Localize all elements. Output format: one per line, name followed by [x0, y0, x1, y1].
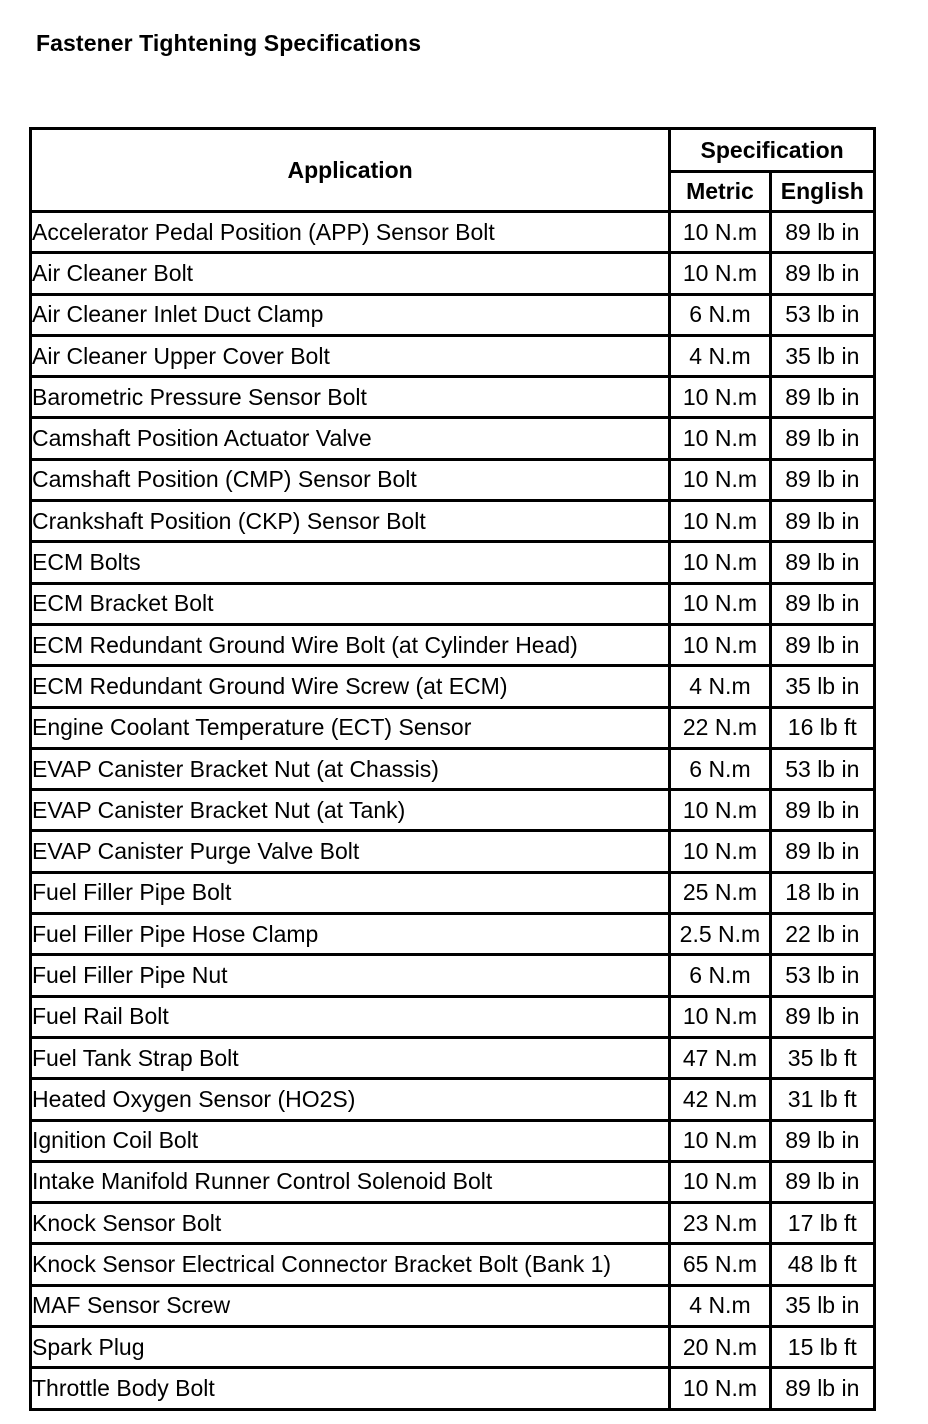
table-row: [32, 1080, 873, 1121]
application-cell: Air Cleaner Upper Cover Bolt: [32, 337, 671, 378]
metric-cell: 23 N.m: [671, 1204, 771, 1245]
english-cell: 89 lb in: [785, 1374, 860, 1401]
metric-cell: 6 N.m: [671, 956, 771, 997]
english-cell: 89 lb in: [772, 1163, 873, 1204]
table-body: [32, 213, 873, 1408]
english-cell: 89 lb in: [772, 502, 873, 543]
table-row: [32, 543, 873, 584]
application-cell: Air Cleaner Bolt: [32, 254, 671, 295]
metric-cell: 10 N.m: [671, 1163, 771, 1204]
application-cell: Crankshaft Position (CKP) Sensor Bolt: [32, 502, 671, 543]
metric-cell: 10 N.m: [671, 791, 771, 832]
application-cell: MAF Sensor Screw: [32, 1287, 671, 1328]
english-cell: 35 lb ft: [772, 1039, 873, 1080]
english-cell: 89 lb in: [772, 585, 873, 626]
metric-cell: 10 N.m: [671, 626, 771, 667]
application-cell: Fuel Filler Pipe Nut: [32, 956, 671, 997]
english-cell: 53 lb in: [772, 956, 873, 997]
english-cell: 35 lb in: [772, 667, 873, 708]
english-cell: 15 lb ft: [772, 1328, 873, 1369]
english-cell: 89 lb in: [772, 1122, 873, 1163]
application-cell: Ignition Coil Bolt: [32, 1122, 671, 1163]
metric-cell: 10 N.m: [671, 543, 771, 584]
fastener-spec-table: [29, 127, 876, 1411]
metric-cell: 2.5 N.m: [671, 915, 771, 956]
application-cell: Heated Oxygen Sensor (HO2S): [32, 1080, 671, 1121]
application-cell: Throttle Body Bolt: [32, 1369, 671, 1407]
metric-cell: 10 N.m: [671, 585, 771, 626]
application-cell: Knock Sensor Bolt: [32, 1204, 671, 1245]
table-row: [32, 419, 873, 460]
metric-cell: 65 N.m: [671, 1245, 771, 1286]
metric-cell: 10 N.m: [671, 1369, 771, 1407]
application-cell: Intake Manifold Runner Control Solenoid Bolt: [32, 1163, 671, 1204]
table-row: [32, 585, 873, 626]
table-row: [32, 1328, 873, 1369]
table-row: [32, 998, 873, 1039]
english-cell: 53 lb in: [772, 750, 873, 791]
application-cell: Camshaft Position Actuator Valve: [32, 419, 671, 460]
application-cell: EVAP Canister Purge Valve Bolt: [32, 832, 671, 873]
table-row: [32, 750, 873, 791]
table-row: [32, 915, 873, 956]
table-row: [32, 1163, 873, 1204]
metric-cell: 10 N.m: [671, 502, 771, 543]
application-cell: ECM Bolts: [32, 543, 671, 584]
metric-cell: 10 N.m: [671, 998, 771, 1039]
table-row: [32, 1369, 873, 1407]
english-cell: 89 lb in: [772, 626, 873, 667]
english-cell: 31 lb ft: [772, 1080, 873, 1121]
english-cell: 16 lb ft: [772, 709, 873, 750]
application-cell: Fuel Rail Bolt: [32, 998, 671, 1039]
metric-cell: 4 N.m: [671, 667, 771, 708]
english-cell: 53 lb in: [772, 296, 873, 337]
metric-cell: 10 N.m: [671, 461, 771, 502]
table-row: [32, 1204, 873, 1245]
english-cell: 89 lb in: [772, 791, 873, 832]
metric-cell: 10 N.m: [671, 213, 771, 254]
english-cell: 89 lb in: [772, 378, 873, 419]
english-cell: 89 lb in: [772, 832, 873, 873]
application-cell: ECM Redundant Ground Wire Screw (at ECM): [32, 667, 671, 708]
english-cell: 17 lb ft: [772, 1204, 873, 1245]
metric-cell: 6 N.m: [671, 296, 771, 337]
metric-header: Metric: [671, 173, 771, 213]
english-cell: 18 lb in: [772, 874, 873, 915]
table-row: [32, 1039, 873, 1080]
metric-cell: 25 N.m: [671, 874, 771, 915]
english-cell: 48 lb ft: [772, 1245, 873, 1286]
application-cell: Fuel Filler Pipe Hose Clamp: [32, 915, 671, 956]
metric-cell: 4 N.m: [671, 337, 771, 378]
english-cell: 89 lb in: [772, 254, 873, 295]
metric-cell: 6 N.m: [671, 750, 771, 791]
table-row: [32, 667, 873, 708]
table-row: [32, 254, 873, 295]
metric-cell: 10 N.m: [671, 832, 771, 873]
application-cell: Accelerator Pedal Position (APP) Sensor Bolt: [32, 213, 671, 254]
table-row: [32, 461, 873, 502]
page-title: Fastener Tightening Specifications: [36, 30, 422, 56]
metric-cell: 10 N.m: [671, 419, 771, 460]
metric-cell: 4 N.m: [671, 1287, 771, 1328]
table-row: [32, 626, 873, 667]
metric-cell: 10 N.m: [671, 1122, 771, 1163]
english-cell: 35 lb in: [772, 1287, 873, 1328]
table-row: [32, 213, 873, 254]
table-row: [32, 1245, 873, 1286]
application-header: Application: [32, 130, 671, 213]
table-row: [32, 337, 873, 378]
english-cell: 35 lb in: [772, 337, 873, 378]
table-row: [32, 1122, 873, 1163]
english-cell: 89 lb in: [772, 461, 873, 502]
application-cell: Barometric Pressure Sensor Bolt: [32, 378, 671, 419]
table-row: [32, 378, 873, 419]
table-row: [32, 502, 873, 543]
metric-cell: 10 N.m: [671, 254, 771, 295]
english-cell: 89 lb in: [772, 998, 873, 1039]
english-header: English: [772, 173, 873, 213]
application-cell: ECM Redundant Ground Wire Bolt (at Cylinder Head): [32, 626, 671, 667]
english-cell: 22 lb in: [772, 915, 873, 956]
application-cell: ECM Bracket Bolt: [32, 585, 671, 626]
metric-cell: 42 N.m: [671, 1080, 771, 1121]
application-cell: Air Cleaner Inlet Duct Clamp: [32, 296, 671, 337]
english-cell: 89 lb in: [772, 543, 873, 584]
metric-cell: 47 N.m: [671, 1039, 771, 1080]
metric-cell: 20 N.m: [671, 1328, 771, 1369]
table-row: [32, 709, 873, 750]
application-cell: Engine Coolant Temperature (ECT) Sensor: [32, 709, 671, 750]
application-cell: EVAP Canister Bracket Nut (at Chassis): [32, 750, 671, 791]
application-cell: Fuel Tank Strap Bolt: [32, 1039, 671, 1080]
header-row-top: [32, 130, 873, 173]
application-cell: Fuel Filler Pipe Bolt: [32, 874, 671, 915]
application-cell: Knock Sensor Electrical Connector Bracket Bolt (Bank 1): [32, 1245, 671, 1286]
specification-header: Specification: [671, 130, 873, 173]
table-row: [32, 956, 873, 997]
metric-cell: 22 N.m: [671, 709, 771, 750]
english-cell: 89 lb in: [772, 419, 873, 460]
table-row: [32, 874, 873, 915]
table-row: [32, 1287, 873, 1328]
application-cell: Spark Plug: [32, 1328, 671, 1369]
application-cell: EVAP Canister Bracket Nut (at Tank): [32, 791, 671, 832]
table-row: [32, 296, 873, 337]
english-cell: 89 lb in: [772, 213, 873, 254]
application-cell: Camshaft Position (CMP) Sensor Bolt: [32, 461, 671, 502]
metric-cell: 10 N.m: [671, 378, 771, 419]
table-row: [32, 791, 873, 832]
table-row: [32, 832, 873, 873]
